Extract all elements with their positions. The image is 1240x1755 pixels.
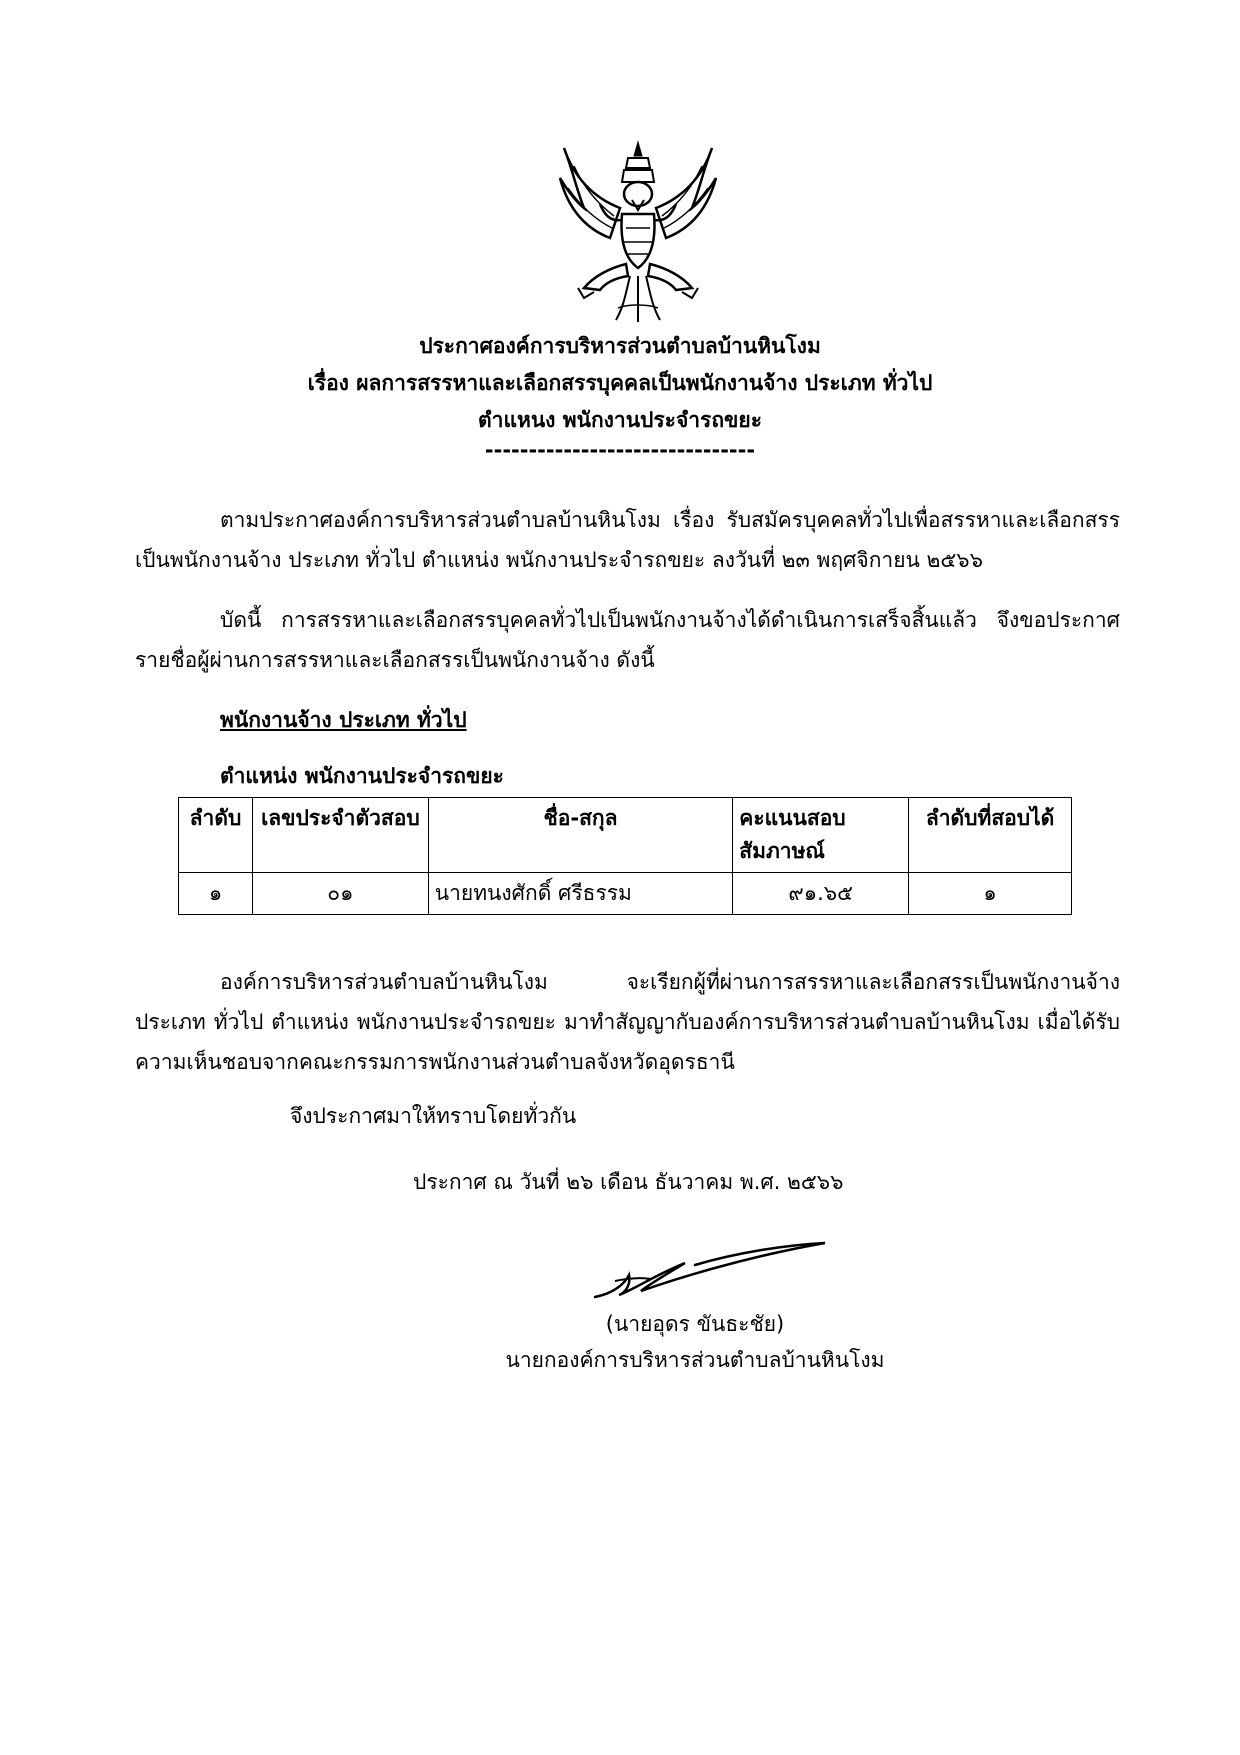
- paragraph-reference-text: ตามประกาศองค์การบริหารส่วนตำบลบ้านหินโงม เรื่อง รับสมัครบุคคลทั่วไปเพื่อสรรหาและเลือกสรรเป็นพนักงานจ้าง ประเภท ทั่วไป ตำแหน่ง พนักงานประจำรถขยะ ลงวันที่ ๒๓ พฤศจิกายน ๒๕๖๖: [135, 508, 1120, 572]
- paragraph-result-intro: [135, 600, 1120, 680]
- header-exam-id: เลขประจำตัวสอบ: [252, 798, 428, 873]
- table-row: [179, 873, 1072, 915]
- results-table: [178, 797, 1072, 915]
- announcement-position: ตำแหนง พนักงานประจำรถขยะ: [478, 408, 762, 432]
- signature-icon: [585, 1235, 835, 1305]
- cell-name: นายทนงศักดิ์ ศรีธรรม: [428, 873, 733, 915]
- paragraph-contract-text: องค์การบริหารส่วนตำบลบ้านหินโงม จะเรียกผู้ที่ผ่านการสรรหาและเลือกสรรเป็นพนักงานจ้าง ประเภท ทั่วไป ตำแหน่ง พนักงานประจำรถขยะ มาทำสัญญากับองค์การบริหารส่วนตำบลบ้านหินโงม เมื่อได้รับความเห็นชอบจากคณะกรรมการพนักงานส่วนตำบลจังหวัดอุดรธานี: [135, 970, 1120, 1074]
- closing-statement: จึงประกาศมาให้ทราบโดยทั่วกัน: [290, 1104, 577, 1128]
- garuda-emblem-icon: [554, 138, 722, 324]
- signer-title: นายกองค์การบริหารส่วนตำบลบ้านหินโงม: [505, 1348, 885, 1372]
- header-name: ชื่อ-สกุล: [428, 798, 733, 873]
- cell-order: ๑: [179, 873, 253, 915]
- cell-rank: ๑: [909, 873, 1072, 915]
- announcement-subject: เรื่อง ผลการสรรหาและเลือกสรรบุคคลเป็นพนักงานจ้าง ประเภท ทั่วไป: [307, 371, 933, 395]
- paragraph-reference: [135, 500, 1120, 580]
- header-order: ลำดับ: [179, 798, 253, 873]
- announcement-date: ประกาศ ณ วันที่ ๒๖ เดือน ธันวาคม พ.ศ. ๒๕๖๖: [413, 1170, 844, 1194]
- cell-score: ๙๑.๖๕: [733, 873, 909, 915]
- paragraph-result-intro-text: บัดนี้ การสรรหาและเลือกสรรบุคคลทั่วไปเป็นพนักงานจ้างได้ดำเนินการเสร็จสิ้นแล้ว จึงขอประกาศรายชื่อผู้ผ่านการสรรหาและเลือกสรรเป็นพนักงานจ้าง ดังนี้: [135, 608, 1120, 672]
- signer-name: (นายอุดร ขันธะชัย): [605, 1312, 785, 1336]
- header-rank: ลำดับที่สอบได้: [909, 798, 1072, 873]
- paragraph-contract: [135, 962, 1120, 1082]
- announcement-title: ประกาศองค์การบริหารส่วนตำบลบ้านหินโงม: [419, 334, 821, 358]
- position-heading: ตำแหน่ง พนักงานประจำรถขยะ: [220, 764, 504, 788]
- table-header-row: [179, 798, 1072, 873]
- section-heading: พนักงานจ้าง ประเภท ทั่วไป: [220, 708, 467, 732]
- title-separator: -------------------------------: [484, 438, 756, 462]
- cell-exam-id: ๐๑: [252, 873, 428, 915]
- header-score: คะแนนสอบสัมภาษณ์: [733, 798, 909, 873]
